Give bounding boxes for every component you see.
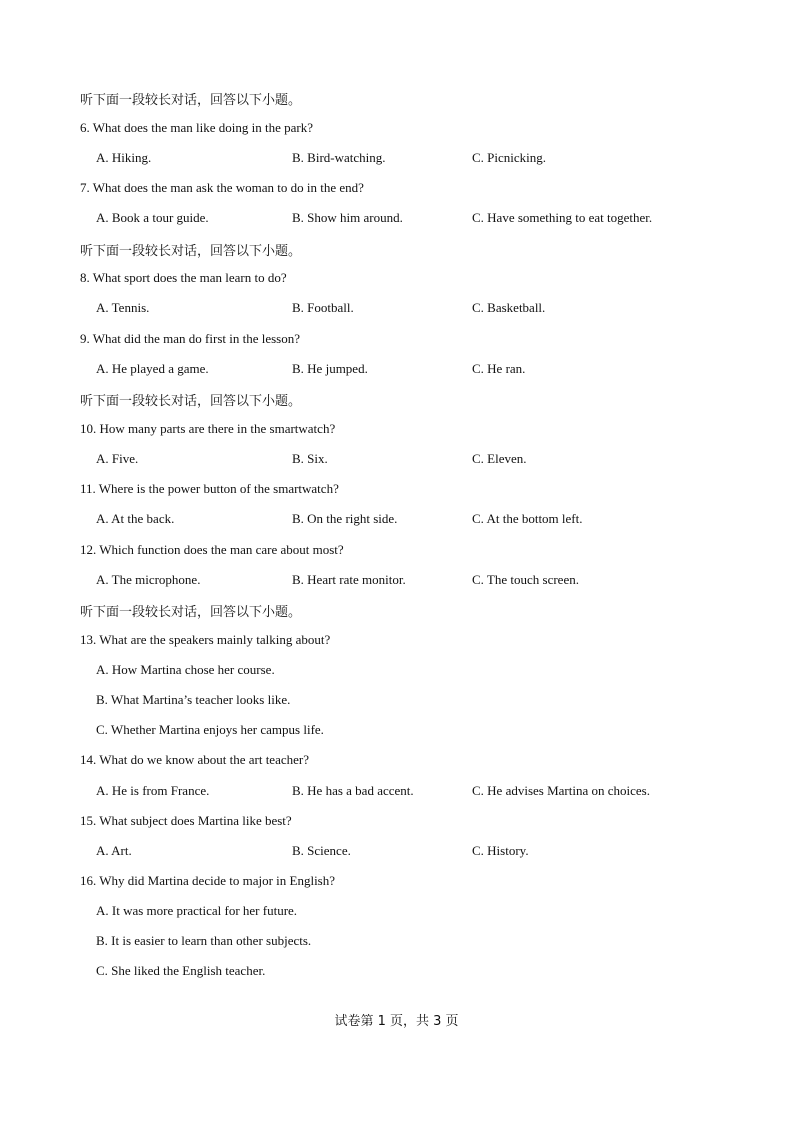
option-a: A. Art. [96,843,132,858]
question-12: 12. Which function does the man care about most? [80,542,344,557]
option-b: B. On the right side. [292,511,398,526]
section-instruction: 听下面一段较长对话，回答以下小题。 [80,244,302,259]
option-b: B. He jumped. [292,361,368,376]
option-c: C. She liked the English teacher. [96,963,266,978]
options-14 [96,783,736,801]
option-a: A. How Martina chose her course. [96,662,275,677]
section-instruction: 听下面一段较长对话，回答以下小题。 [80,394,302,409]
option-c: C. The touch screen. [472,572,579,587]
options-9 [96,361,736,379]
option-a: A. Book a tour guide. [96,210,209,225]
options-7 [96,210,736,228]
options-12 [96,572,736,590]
question-14: 14. What do we know about the art teacher? [80,752,309,767]
option-b: B. Science. [292,843,351,858]
question-6: 6. What does the man like doing in the park? [80,120,313,135]
option-a: A. The microphone. [96,572,201,587]
question-16: 16. Why did Martina decide to major in English? [80,873,336,888]
question-10: 10. How many parts are there in the smartwatch? [80,421,336,436]
option-c: C. Have something to eat together. [472,210,653,225]
option-c: C. Whether Martina enjoys her campus life. [96,722,324,737]
question-9: 9. What did the man do first in the lesson? [80,331,300,346]
option-c: C. History. [472,843,529,858]
option-b: B. Bird-watching. [292,150,386,165]
option-a: A. Tennis. [96,300,150,315]
options-8 [96,300,736,318]
page-footer: 试卷第 1 页，共 3 页 [334,1014,459,1029]
option-c: C. Eleven. [472,451,527,466]
question-8: 8. What sport does the man learn to do? [80,270,287,285]
section-instruction: 听下面一段较长对话，回答以下小题。 [80,605,302,620]
option-a: A. Five. [96,451,139,466]
option-b: B. Football. [292,300,354,315]
question-7: 7. What does the man ask the woman to do in the end? [80,180,364,195]
option-a: A. It was more practical for her future. [96,903,298,918]
option-a: A. He played a game. [96,361,209,376]
options-11 [96,511,736,529]
option-c: C. Picnicking. [472,150,547,165]
option-b: B. Show him around. [292,210,403,225]
option-b: B. He has a bad accent. [292,783,414,798]
question-15: 15. What subject does Martina like best? [80,813,292,828]
option-a: A. He is from France. [96,783,210,798]
option-a: A. Hiking. [96,150,152,165]
option-b: B. What Martina’s teacher looks like. [96,692,291,707]
option-b: B. Six. [292,451,328,466]
option-c: C. He advises Martina on choices. [472,783,650,798]
option-a: A. At the back. [96,511,175,526]
options-6 [96,150,736,168]
option-c: C. At the bottom left. [472,511,583,526]
section-instruction: 听下面一段较长对话，回答以下小题。 [80,93,302,108]
option-b: B. It is easier to learn than other subjects. [96,933,312,948]
options-10 [96,451,736,469]
question-11: 11. Where is the power button of the smartwatch? [80,481,339,496]
option-b: B. Heart rate monitor. [292,572,406,587]
option-c: C. He ran. [472,361,526,376]
question-13: 13. What are the speakers mainly talking about? [80,632,331,647]
options-15 [96,843,736,861]
option-c: C. Basketball. [472,300,546,315]
